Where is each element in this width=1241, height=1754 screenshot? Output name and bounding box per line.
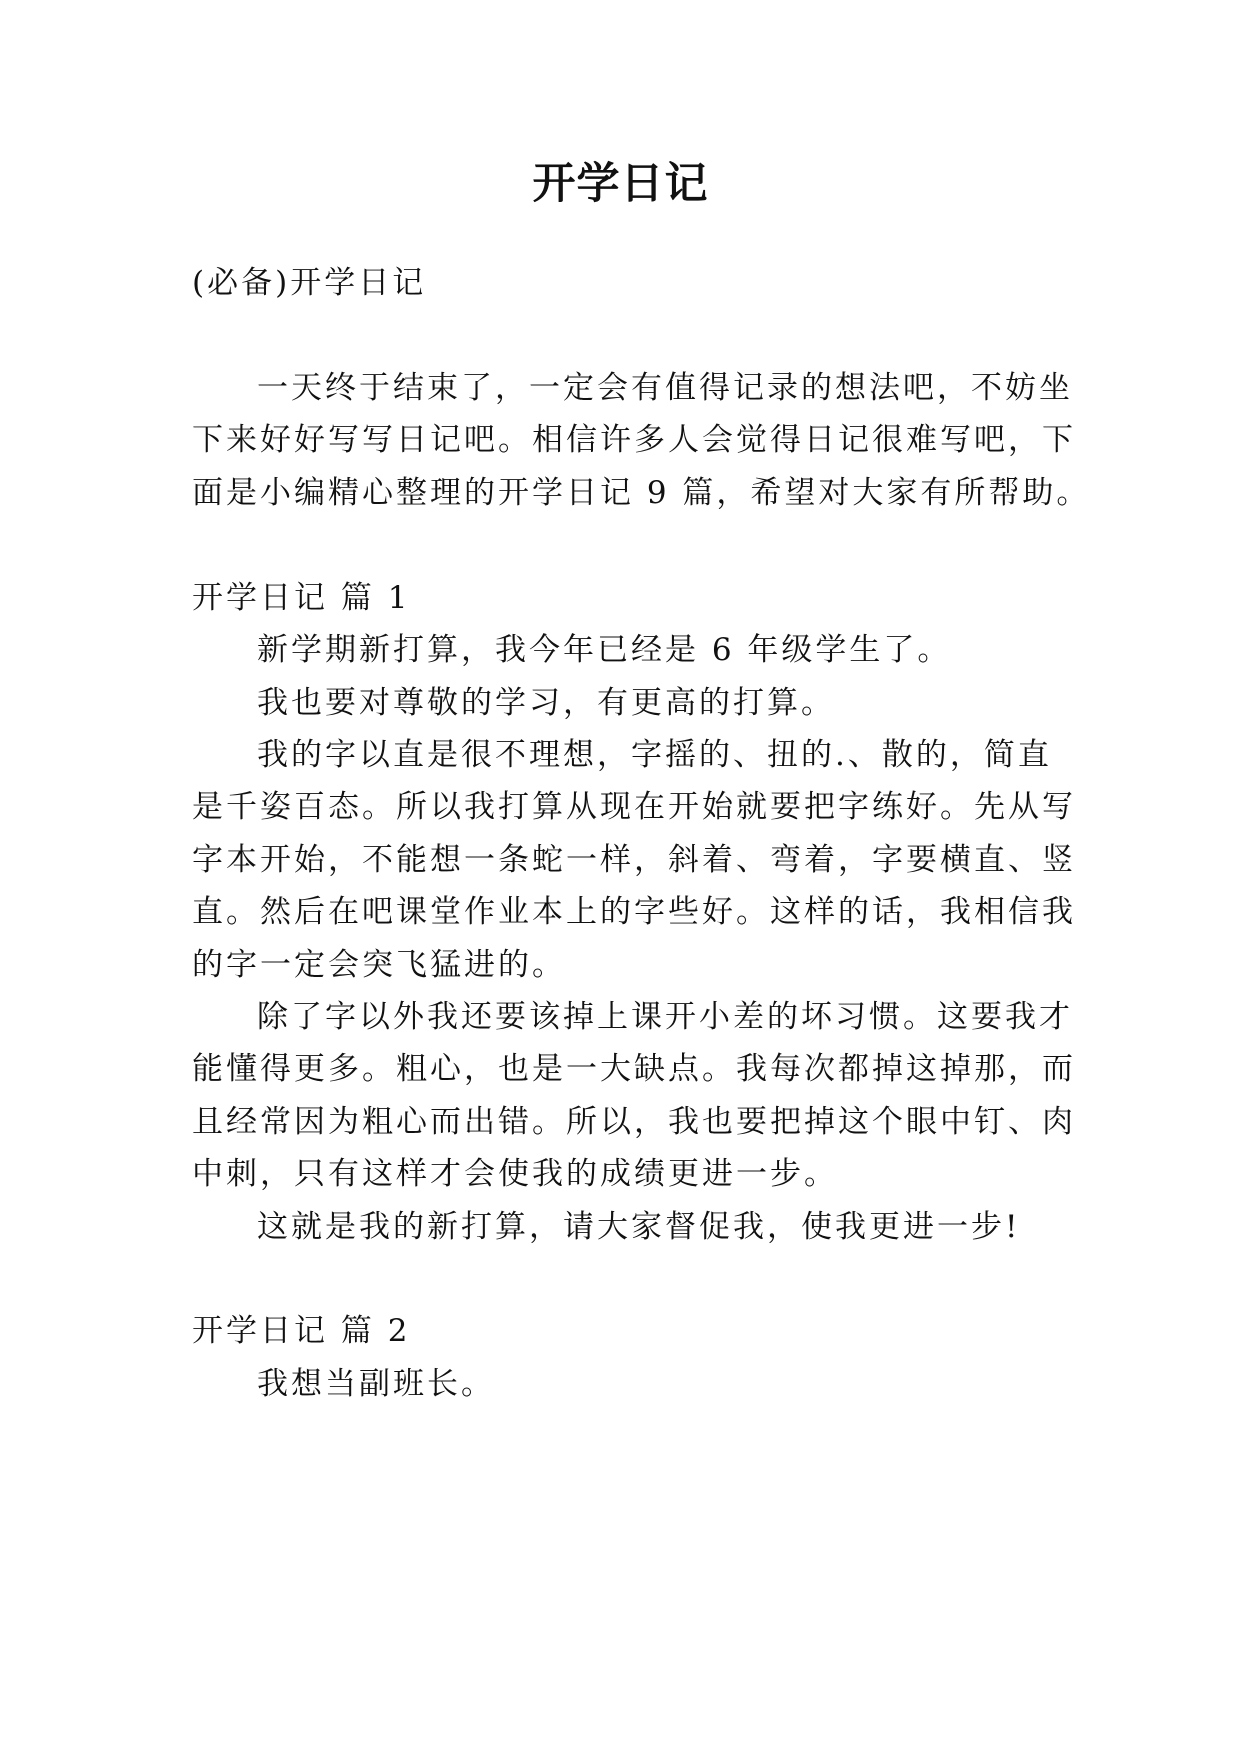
- section-1-paragraph-4-line-3: 且经常因为粗心而出错。所以，我也要把掉这个眼中钉、肉: [192, 1104, 1076, 1140]
- section-1-paragraph-3-line-1: 我的字以直是很不理想，字摇的、扭的.、散的，简直: [257, 737, 1052, 773]
- document-subtitle: (必备)开学日记: [192, 265, 427, 301]
- section-1-paragraph-4-line-4: 中刺，只有这样才会使我的成绩更进一步。: [192, 1156, 838, 1192]
- section-1-paragraph-5: 这就是我的新打算，请大家督促我，使我更进一步!: [257, 1209, 1021, 1245]
- section-1-paragraph-3-line-5: 的字一定会突飞猛进的。: [192, 947, 566, 983]
- document-title: 开学日记: [532, 159, 709, 209]
- section-2-paragraph-1: 我想当副班长。: [257, 1366, 495, 1402]
- intro-line-2: 下来好好写写日记吧。相信许多人会觉得日记很难写吧，下: [192, 422, 1076, 458]
- section-1-heading: 开学日记 篇 1: [192, 580, 411, 616]
- section-1-paragraph-3-line-3: 字本开始，不能想一条蛇一样，斜着、弯着，字要横直、竖: [192, 842, 1076, 878]
- intro-line-3: 面是小编精心整理的开学日记 9 篇，希望对大家有所帮助。: [192, 475, 1091, 511]
- intro-line-1: 一天终于结束了，一定会有值得记录的想法吧，不妨坐: [257, 370, 1073, 406]
- section-1-paragraph-2: 我也要对尊敬的学习，有更高的打算。: [257, 685, 835, 721]
- section-1-paragraph-3-line-2: 是千姿百态。所以我打算从现在开始就要把字练好。先从写: [192, 789, 1076, 825]
- section-1-paragraph-4-line-1: 除了字以外我还要该掉上课开小差的坏习惯。这要我才: [257, 999, 1073, 1035]
- section-2-heading: 开学日记 篇 2: [192, 1313, 411, 1349]
- section-1-paragraph-3-line-4: 直。然后在吧课堂作业本上的字些好。这样的话，我相信我: [192, 894, 1076, 930]
- section-1-paragraph-1: 新学期新打算，我今年已经是 6 年级学生了。: [257, 632, 952, 668]
- section-1-paragraph-4-line-2: 能懂得更多。粗心，也是一大缺点。我每次都掉这掉那，而: [192, 1051, 1076, 1087]
